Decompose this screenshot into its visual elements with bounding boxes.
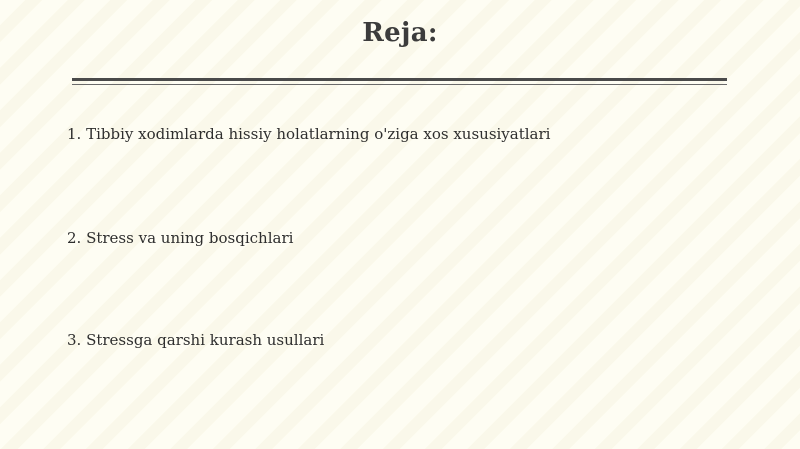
- title-divider-thick: [72, 78, 727, 81]
- title-divider-thin: [72, 84, 727, 85]
- plan-item-1: 1. Tibbiy xodimlarda hissiy holatlarning o'ziga xos xususiyatlari: [67, 125, 551, 143]
- plan-item-3: 3. Stressga qarshi kurash usullari: [67, 331, 325, 349]
- slide-title: Reja:: [362, 18, 438, 48]
- plan-item-2: 2. Stress va uning bosqichlari: [67, 229, 294, 247]
